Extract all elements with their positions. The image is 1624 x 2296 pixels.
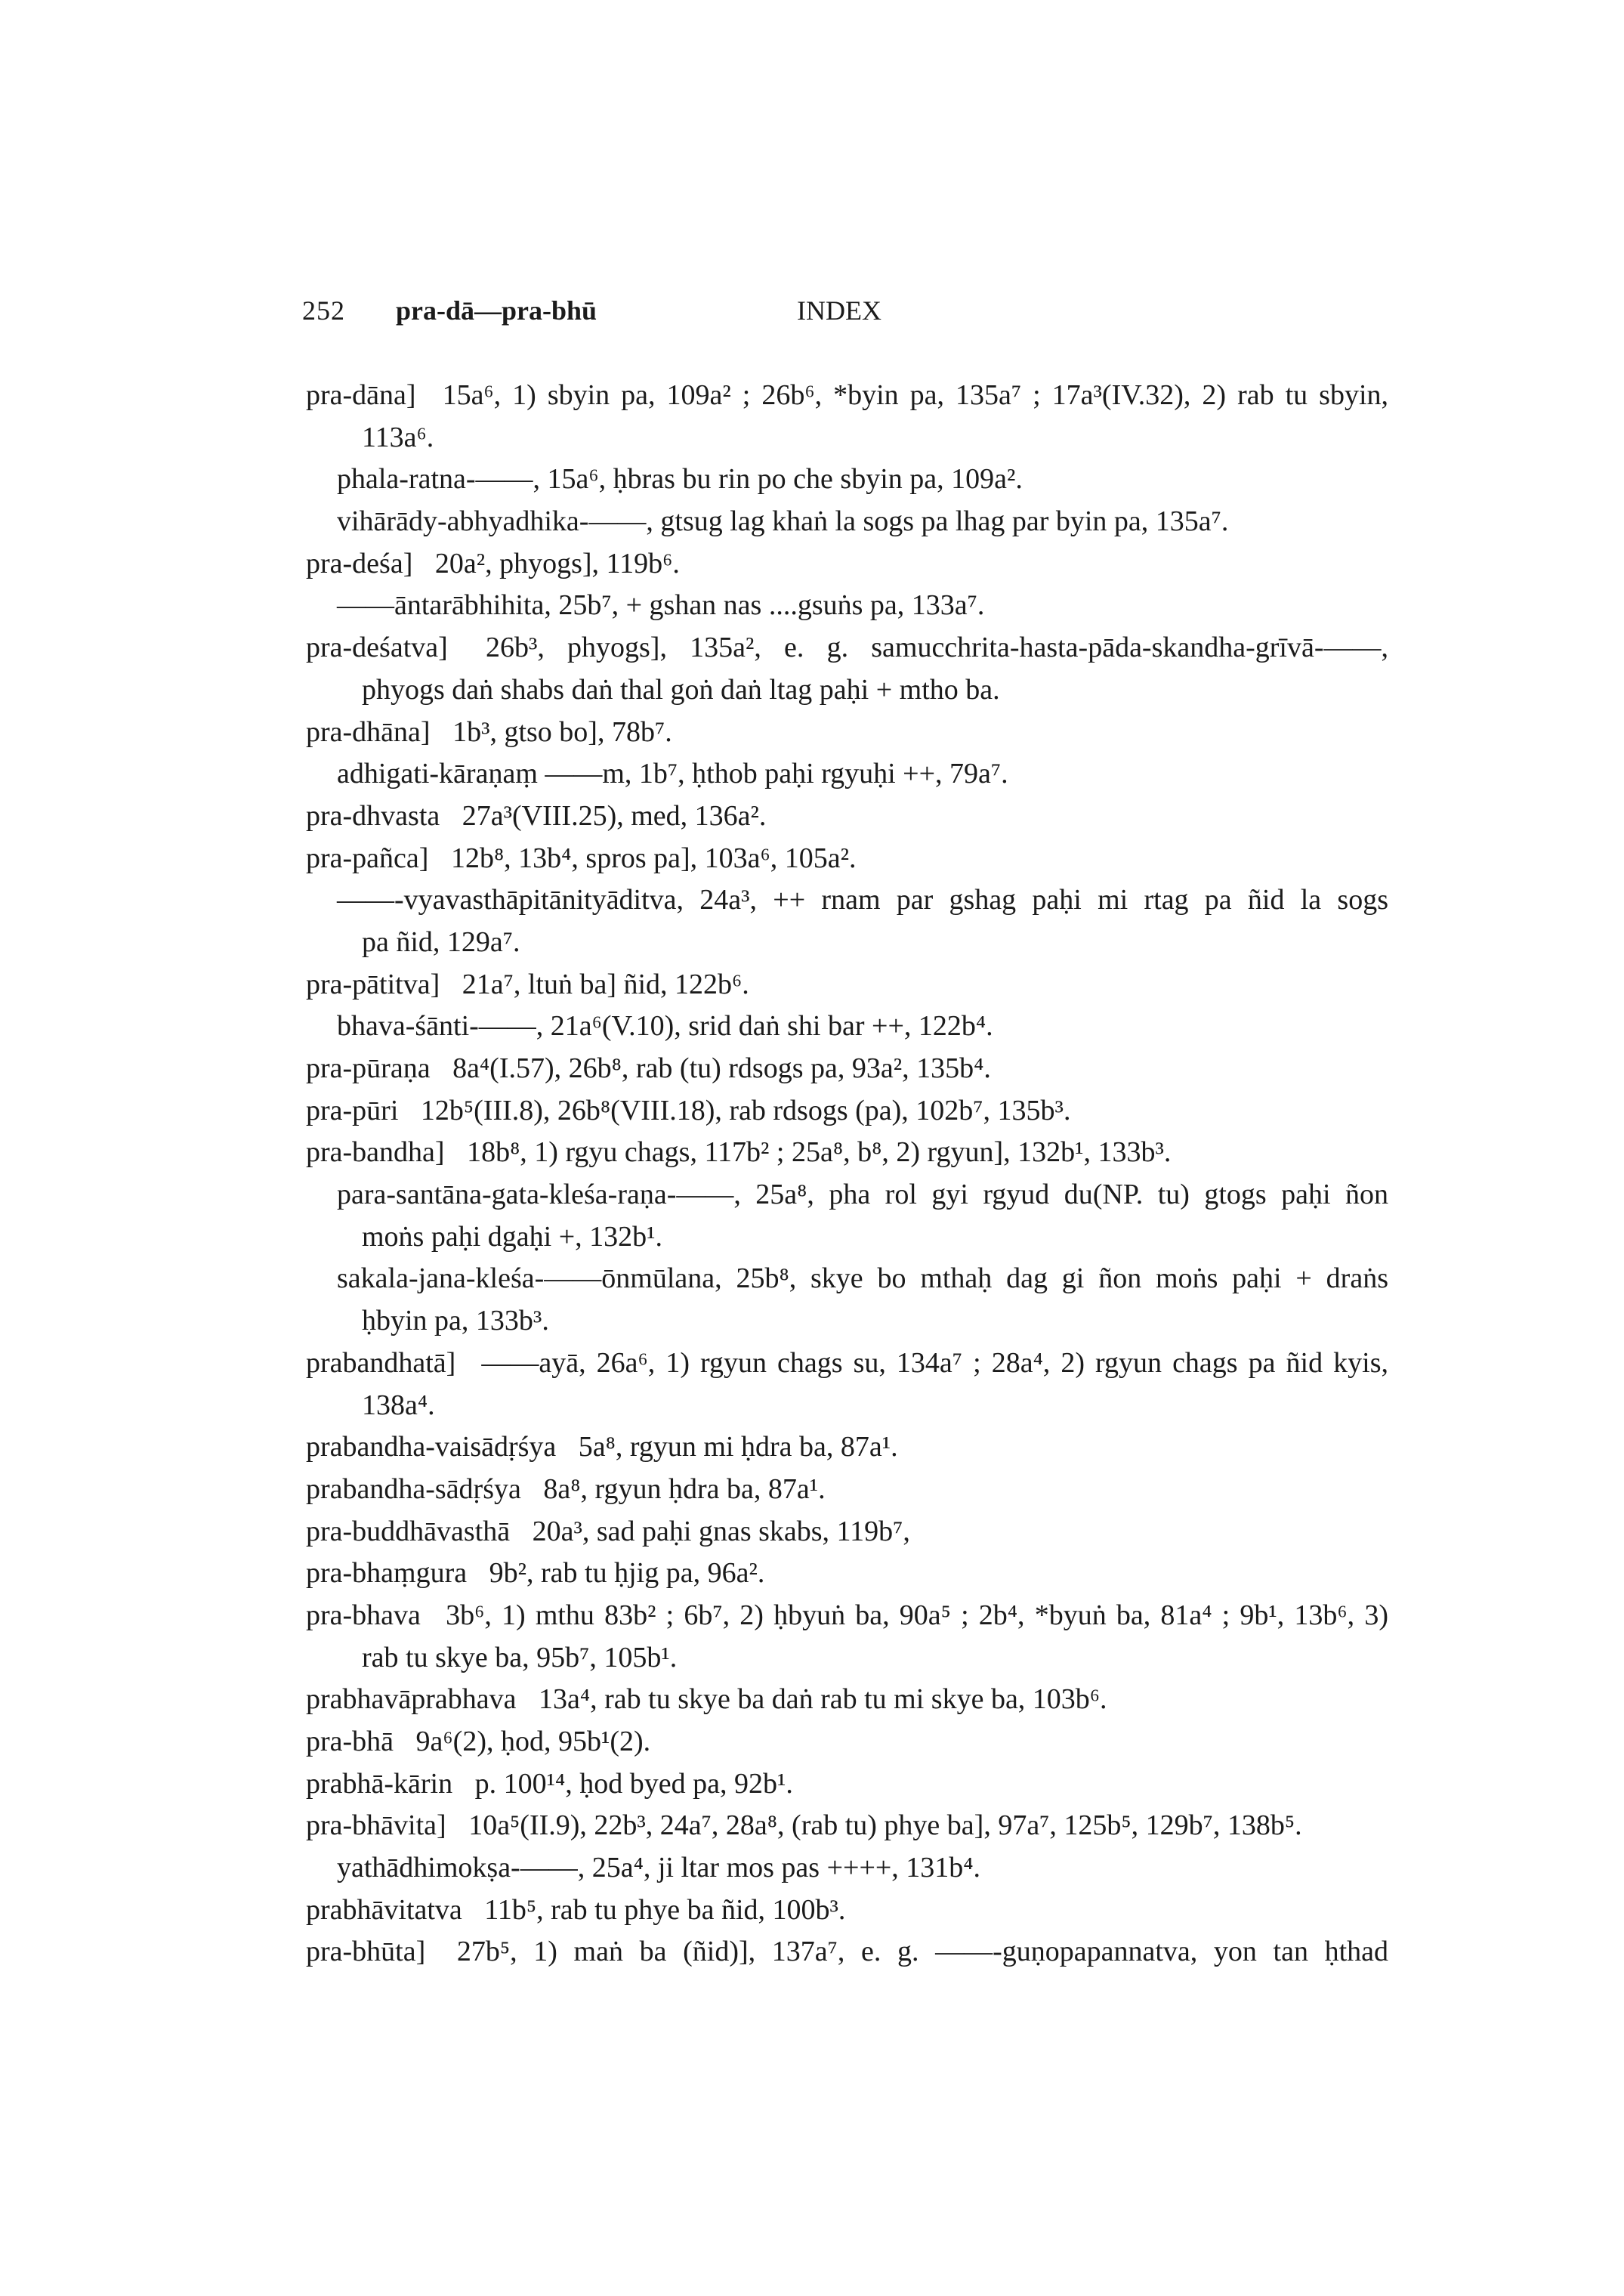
index-entry-continuation <box>306 1385 1388 1427</box>
entry-text: ——ayā, 26a⁶, 1) rgyun chags su, 134a⁷ ; 28a⁴, 2) rgyun chags pa ñid kyis, <box>481 1346 1388 1379</box>
index-entry <box>306 838 1388 880</box>
index-entry <box>306 1805 1388 1847</box>
index-entry <box>306 1343 1388 1385</box>
entry-text: moṅs paḥi dgaḥi +, 132b¹. <box>362 1220 663 1253</box>
entry-text: bhava-śānti-——, 21a⁶(V.10), srid daṅ shi bar ++, 122b⁴. <box>337 1010 993 1043</box>
index-entry <box>306 1553 1388 1595</box>
entry-text: 9b², rab tu ḥjig pa, 96a². <box>489 1557 765 1590</box>
headword: pra-deśatva] <box>306 632 448 664</box>
entry-text: 11b⁵, rab tu phye ba ñid, 100b³. <box>484 1893 846 1926</box>
index-subentry <box>306 585 1388 627</box>
index-entry <box>306 796 1388 838</box>
page-number: 252 <box>302 295 345 326</box>
index-entry <box>306 1931 1388 1973</box>
headword: prabandha-sādṛśya <box>306 1472 521 1505</box>
index-entry-continuation <box>306 1300 1388 1343</box>
headword: prabandhatā] <box>306 1346 456 1379</box>
entry-text: pa ñid, 129a⁷. <box>362 926 520 958</box>
entry-text: 8a⁴(I.57), 26b⁸, rab (tu) rdsogs pa, 93a², 135b⁴. <box>452 1052 991 1084</box>
index-entry-continuation <box>306 922 1388 964</box>
entry-text: yathādhimokṣa-——, 25a⁴, ji ltar mos pas ++++, 131b⁴. <box>337 1852 981 1884</box>
entry-text: 8a⁸, rgyun ḥdra ba, 87a¹. <box>543 1472 826 1505</box>
entry-text: 12b⁵(III.8), 26b⁸(VIII.18), rab rdsogs (pa), 102b⁷, 135b³. <box>420 1094 1071 1126</box>
entry-text: 13a⁴, rab tu skye ba daṅ rab tu mi skye ba, 103b⁶. <box>539 1683 1107 1716</box>
index-body <box>306 375 1388 1973</box>
index-entry <box>306 1763 1388 1806</box>
page-header <box>0 292 1624 329</box>
headword: pra-bhaṃgura <box>306 1557 468 1590</box>
index-entry <box>306 1511 1388 1553</box>
index-entry <box>306 1679 1388 1721</box>
headword: pra-pātitva] <box>306 968 440 1000</box>
index-subentry <box>306 879 1388 922</box>
entry-text: 12b⁸, 13b⁴, spros pa], 103a⁶, 105a². <box>450 842 857 874</box>
headword: pra-bhā <box>306 1726 394 1757</box>
entry-text: p. 100¹⁴, ḥod byed pa, 92b¹. <box>474 1767 793 1800</box>
entry-text: phala-ratna-——, 15a⁶, ḥbras bu rin po che sbyin pa, 109a². <box>337 463 1023 496</box>
index-subentry <box>306 1006 1388 1048</box>
headword: pra-pūri <box>306 1094 399 1126</box>
entry-text: 27a³(VIII.25), med, 136a². <box>462 799 767 832</box>
index-subentry <box>306 1847 1388 1890</box>
index-entry <box>306 1721 1388 1763</box>
entry-text: 3b⁶, 1) mthu 83b² ; 6b⁷, 2) ḥbyuṅ ba, 90a⁵ ; 2b⁴, *byuṅ ba, 81a⁴ ; 9b¹, 13b⁶, 3) <box>446 1599 1388 1631</box>
headword: pra-pañca] <box>306 842 429 874</box>
entry-text: phyogs daṅ shabs daṅ thal goṅ daṅ ltag paḥi + mtho ba. <box>362 673 1000 706</box>
index-subentry <box>306 753 1388 796</box>
entry-text: 20a², phyogs], 119b⁶. <box>434 547 680 579</box>
entry-text: 18b⁸, 1) rgyu chags, 117b² ; 25a⁸, b⁸, 2) rgyun], 132b¹, 133b³. <box>467 1136 1172 1169</box>
entry-text: ḥbyin pa, 133b³. <box>362 1305 549 1337</box>
index-subentry <box>306 459 1388 501</box>
entry-text: rab tu skye ba, 95b⁷, 105b¹. <box>362 1641 678 1673</box>
index-entry <box>306 1132 1388 1174</box>
headword: pra-bhūta] <box>306 1936 426 1968</box>
index-entry <box>306 964 1388 1006</box>
entry-text: 1b³, gtso bo], 78b⁷. <box>452 715 672 748</box>
index-entry <box>306 1469 1388 1511</box>
headword: prabandha-vaisādṛśya <box>306 1431 557 1463</box>
entry-text: sakala-jana-kleśa-——ōnmūlana, 25b⁸, skye bo mthaḥ dag gi ñon moṅs paḥi + draṅs <box>337 1262 1388 1295</box>
entry-text: ——āntarābhihita, 25b⁷, + gshan nas ....gsuṅs pa, 133a⁷. <box>337 589 985 622</box>
entry-text: 15a⁶, 1) sbyin pa, 109a² ; 26b⁶, *byin pa, 135a⁷ ; 17a³(IV.32), 2) rab tu sbyin, <box>442 379 1389 411</box>
headword: pra-bhāvita] <box>306 1809 446 1842</box>
index-entry <box>306 1426 1388 1469</box>
headword: pra-dhāna] <box>306 715 431 748</box>
headword: prabhā-kārin <box>306 1767 453 1800</box>
index-entry <box>306 1048 1388 1090</box>
page-title: INDEX <box>797 295 881 326</box>
entry-text: adhigati-kāraṇaṃ ——m, 1b⁷, ḥthob paḥi rgyuḥi ++, 79a⁷. <box>337 758 1008 790</box>
index-entry <box>306 627 1388 669</box>
index-subentry <box>306 1174 1388 1216</box>
headword: prabhāvitatva <box>306 1893 462 1926</box>
headword: pra-bandha] <box>306 1136 445 1169</box>
index-entry <box>306 1090 1388 1133</box>
index-subentry <box>306 1258 1388 1300</box>
index-entry <box>306 712 1388 754</box>
headword: pra-deśa] <box>306 547 413 579</box>
index-entry <box>306 1890 1388 1932</box>
entry-text: 9a⁶(2), ḥod, 95b¹(2). <box>415 1726 651 1757</box>
entry-text: 5a⁸, rgyun mi ḥdra ba, 87a¹. <box>578 1431 898 1463</box>
index-entry-continuation <box>306 1216 1388 1259</box>
entry-text: 27b⁵, 1) maṅ ba (ñid)], 137a⁷, e. g. ——-guṇopapannatva, yon tan ḥthad <box>456 1936 1389 1968</box>
headword: pra-dāna] <box>306 379 416 411</box>
entry-text: 10a⁵(II.9), 22b³, 24a⁷, 28a⁸, (rab tu) phye ba], 97a⁷, 125b⁵, 129b⁷, 138b⁵. <box>468 1809 1302 1842</box>
entry-text: ——-vyavasthāpitānityāditva, 24a³, ++ rnam par gshag paḥi mi rtag pa ñid la sogs <box>337 884 1388 916</box>
headword: prabhavāprabhava <box>306 1683 517 1716</box>
headword: pra-dhvasta <box>306 799 440 832</box>
entry-text: 138a⁴. <box>362 1389 435 1421</box>
index-entry-continuation <box>306 669 1388 712</box>
index-entry <box>306 543 1388 586</box>
index-entry-continuation <box>306 417 1388 459</box>
headword: pra-pūraṇa <box>306 1052 431 1084</box>
entry-text: 26b³, phyogs], 135a², e. g. samucchrita-hasta-pāda-skandha-grīvā-——, <box>485 632 1388 664</box>
entry-text: 113a⁶. <box>362 421 434 453</box>
entry-text: para-santāna-gata-kleśa-raṇa-——, 25a⁸, pha rol gyi rgyud du(NP. tu) gtogs paḥi ñon <box>337 1179 1388 1211</box>
index-entry <box>306 1595 1388 1637</box>
entry-text: 20a³, sad paḥi gnas skabs, 119b⁷, <box>532 1515 910 1547</box>
index-subentry <box>306 501 1388 543</box>
entry-text: vihārādy-abhyadhika-——, gtsug lag khaṅ la sogs pa lhag par byin pa, 135a⁷. <box>337 505 1229 538</box>
index-entry <box>306 375 1388 417</box>
headword: pra-buddhāvasthā <box>306 1515 511 1547</box>
headword: pra-bhava <box>306 1599 421 1631</box>
entry-text: 21a⁷, ltuṅ ba] ñid, 122b⁶. <box>462 968 749 1000</box>
index-entry-continuation <box>306 1637 1388 1680</box>
running-head: pra-dā—pra-bhū <box>396 295 597 326</box>
